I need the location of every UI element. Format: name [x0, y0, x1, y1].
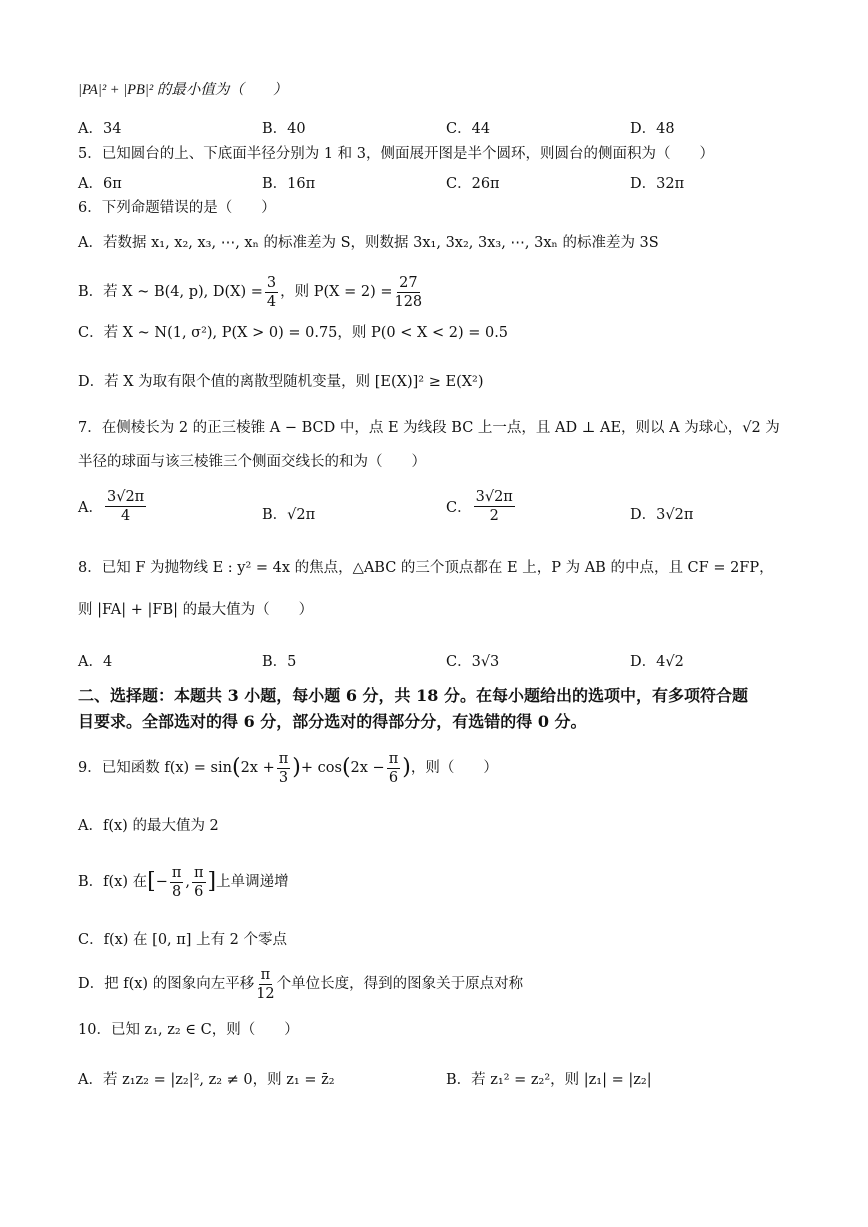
q6-option-d: D．若 X 为取有限个值的离散型随机变量，则 [E(X)]² ≥ E(X²)	[78, 374, 484, 390]
fraction: $\frac{3√2\pi}{4}$	[106, 489, 145, 524]
fraction: $\frac{\pi}{6}$	[388, 750, 399, 786]
q5-option-a: A．6π	[78, 176, 122, 192]
q6-option-c: C．若 X ~ N(1, σ²), P(X > 0) = 0.75，则 P(0 < X < 2) = 0.5	[78, 325, 509, 341]
q10-option-a: A．若 z₁z₂ = |z₂|², z₂ ≠ 0，则 z₁ = z̄₂	[78, 1072, 335, 1088]
fraction: $\frac{\pi}{8}$	[171, 864, 182, 900]
q9-stem: 9．已知函数 f(x) = sin ( 2x + $\frac{\pi}{3}$ ) + cos ( 2x − $\frac{\pi}{6}$ ) ，则（ ）	[78, 750, 498, 786]
section-heading-line1: 二、选择题：本题共 3 小题，每小题 6 分，共 18 分。在每小题给出的选项中，有多项符合题	[78, 686, 748, 705]
q7-option-c: C． $\frac{3√2\pi}{2}$	[446, 489, 513, 524]
q6-stem: 6．下列命题错误的是（ ）	[78, 200, 276, 216]
q5-stem: 5．已知圆台的上、下底面半径分别为 1 和 3，侧面展开图是半个圆环，则圆台的侧面积为（ ）	[78, 146, 714, 162]
fraction: $\frac{27}{128}$	[394, 274, 423, 310]
q8-option-c: C．3√3	[446, 654, 500, 670]
q6-option-a: A．若数据 x₁, x₂, x₃, ⋯, xₙ 的标准差为 S，则数据 3x₁, 3x₂, 3x₃, ⋯, 3xₙ 的标准差为 3S	[78, 235, 659, 251]
fraction: $\frac{\pi}{6}$	[194, 864, 204, 900]
q5-option-c: C．26π	[446, 176, 500, 192]
q10-stem: 10．已知 z₁, z₂ ∈ C，则（ ）	[78, 1022, 299, 1038]
q4-option-c: C．44	[446, 121, 491, 137]
q4-option-b: B．40	[262, 121, 306, 137]
q8-option-d: D．4√2	[630, 654, 684, 670]
q4-stem: |PA|² + |PB|² 的最小值为（ ）	[78, 82, 288, 98]
q8-stem-line1: 8．已知 F 为抛物线 E : y² = 4x 的焦点，△ABC 的三个顶点都在 E 上，P 为 AB 的中点，且 CF = 2FP，	[78, 560, 774, 576]
section-heading-line2: 目要求。全部选对的得 6 分，部分选对的得部分分，有选错的得 0 分。	[78, 712, 587, 731]
q7-option-b: B．√2π	[262, 507, 316, 523]
q4-option-a: A．34	[78, 121, 122, 137]
q10-option-b: B．若 z₁² = z₂²，则 |z₁| = |z₂|	[446, 1072, 652, 1088]
q7-stem-line2: 半径的球面与该三棱锥三个侧面交线长的和为（ ）	[78, 454, 426, 470]
fraction: $\frac{3}{4}$	[266, 274, 277, 310]
q5-option-b: B．16π	[262, 176, 316, 192]
q7-option-a: A． $\frac{3√2\pi}{4}$	[78, 489, 145, 524]
q8-option-b: B．5	[262, 654, 297, 670]
q8-stem-line2: 则 |FA| + |FB| 的最大值为（ ）	[78, 602, 314, 618]
q6-option-b: B．若 X ~ B(4, p), D(X) = $\frac{3}{4}$ ，则 P(X = 2) = $\frac{27}{128}$	[78, 274, 423, 310]
q9-option-b: B．f(x) 在 [ − $\frac{\pi}{8}$ , $\frac{\pi}{6}$ ] 上单调递增	[78, 864, 289, 900]
q7-option-d: D．3√2π	[630, 507, 694, 523]
q8-option-a: A．4	[78, 654, 113, 670]
q7-stem-line1: 7．在侧棱长为 2 的正三棱锥 A − BCD 中，点 E 为线段 BC 上一点，且 AD ⊥ AE，则以 A 为球心，√2 为	[78, 420, 780, 436]
fraction: $\frac{3√2\pi}{2}$	[475, 489, 513, 524]
q9-option-c: C．f(x) 在 [0, π] 上有 2 个零点	[78, 932, 288, 948]
fraction: $\frac{\pi}{12}$	[256, 966, 275, 1002]
q9-option-d: D．把 f(x) 的图象向左平移 $\frac{\pi}{12}$ 个单位长度，得到的图象关于原点对称	[78, 966, 524, 1002]
q5-option-d: D．32π	[630, 176, 685, 192]
q9-option-a: A．f(x) 的最大值为 2	[78, 818, 219, 834]
q4-option-d: D．48	[630, 121, 675, 137]
fraction: $\frac{\pi}{3}$	[278, 750, 289, 786]
